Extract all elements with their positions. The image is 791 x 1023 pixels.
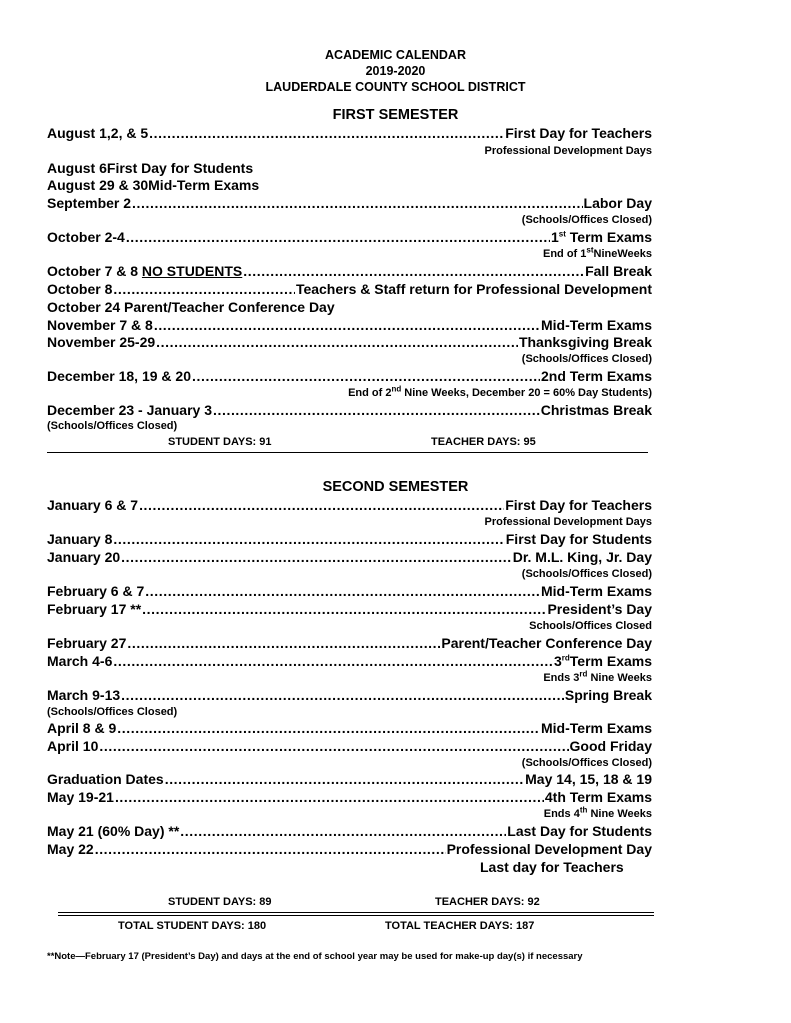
entry-note: (Schools/Offices Closed) bbox=[47, 420, 178, 432]
second-semester-heading: SECOND SEMESTER bbox=[322, 479, 469, 495]
entry-date: September 2 bbox=[47, 195, 132, 211]
footnote: **Note—February 17 (President’s Day) and days at the end of school year may be used for make-up day(s) if necessary bbox=[47, 951, 583, 962]
entry-note: (Schools/Offices Closed) bbox=[521, 214, 652, 226]
entry-event: Thanksgiving Break bbox=[518, 334, 652, 350]
entry-event: Good Friday bbox=[569, 738, 652, 754]
entry-event: Last Day for Students bbox=[507, 823, 652, 839]
entry-date: August 1,2, & 5 bbox=[47, 125, 149, 141]
dot-leader bbox=[121, 687, 564, 704]
entry-note bbox=[542, 245, 652, 261]
dot-leader bbox=[149, 125, 504, 142]
section-divider bbox=[47, 452, 648, 453]
ordinal-suffix: th bbox=[579, 805, 588, 815]
calendar-entry bbox=[47, 771, 652, 788]
entry-note bbox=[543, 669, 652, 685]
dot-leader bbox=[117, 720, 540, 737]
note-text: End of 1 bbox=[542, 248, 587, 260]
calendar-entry bbox=[47, 789, 652, 806]
teacher-days-count: TEACHER DAYS: 95 bbox=[431, 436, 536, 448]
entry-date: November 7 & 8 bbox=[47, 317, 153, 333]
calendar-entry bbox=[47, 823, 652, 840]
dot-leader bbox=[99, 738, 568, 755]
dot-leader bbox=[213, 402, 540, 419]
entry-event: May 14, 15, 18 & 19 bbox=[525, 771, 652, 787]
entry-note: (Schools/Offices Closed) bbox=[521, 568, 652, 580]
entry-event: President’s Day bbox=[547, 601, 652, 617]
entry-event: Professional Development Day bbox=[446, 841, 652, 857]
note-text: Ends 4 bbox=[543, 808, 580, 820]
ordinal-suffix: rd bbox=[561, 653, 570, 663]
ordinal-suffix: st bbox=[586, 245, 594, 255]
entry-date: May 21 (60% Day) ** bbox=[47, 823, 180, 839]
calendar-entry bbox=[47, 402, 652, 419]
section-divider bbox=[58, 915, 654, 916]
entry-event-continued: Last day for Teachers bbox=[480, 859, 624, 875]
dot-leader bbox=[243, 263, 584, 280]
calendar-entry bbox=[47, 549, 652, 566]
entry-note: Professional Development Days bbox=[484, 145, 652, 157]
entry-event: Labor Day bbox=[583, 195, 652, 211]
calendar-entry bbox=[47, 720, 652, 737]
entry-date bbox=[47, 263, 242, 280]
calendar-entry bbox=[47, 653, 652, 670]
entry-date: May 22 bbox=[47, 841, 94, 857]
date-text: October 7 & 8 bbox=[47, 263, 142, 279]
entry-event: Mid-Term Exams bbox=[541, 720, 652, 736]
entry-date: April 10 bbox=[47, 738, 99, 754]
entry-note bbox=[543, 805, 652, 821]
dot-leader bbox=[142, 601, 546, 618]
entry-event: First Day for Teachers bbox=[505, 497, 652, 513]
calendar-entry bbox=[47, 841, 652, 858]
note-text: NineWeeks bbox=[593, 248, 652, 260]
school-year: 2019-2020 bbox=[365, 64, 426, 78]
dot-leader bbox=[121, 549, 512, 566]
teacher-days-count: TEACHER DAYS: 92 bbox=[435, 896, 540, 908]
ordinal-suffix: st bbox=[558, 229, 566, 239]
note-text: Nine Weeks bbox=[587, 808, 652, 820]
calendar-entry bbox=[47, 531, 652, 548]
entry-note: (Schools/Offices Closed) bbox=[521, 757, 652, 769]
entry-event: Teachers & Staff return for Professional Development bbox=[295, 281, 652, 297]
calendar-entry bbox=[47, 334, 652, 351]
dot-leader bbox=[132, 195, 582, 212]
dot-leader bbox=[192, 368, 540, 385]
note-text: Ends 3 bbox=[543, 672, 580, 684]
entry-event: 2nd Term Exams bbox=[540, 368, 652, 384]
entry-date: October 8 bbox=[47, 281, 113, 297]
entry-note: Schools/Offices Closed bbox=[529, 620, 652, 632]
dot-leader bbox=[180, 823, 506, 840]
entry-event: Christmas Break bbox=[540, 402, 652, 418]
dot-leader bbox=[113, 281, 295, 298]
entry-date: March 4-6 bbox=[47, 653, 113, 669]
entry-note: (Schools/Offices Closed) bbox=[47, 706, 178, 718]
entry-note: (Schools/Offices Closed) bbox=[521, 353, 652, 365]
entry-event: Spring Break bbox=[564, 687, 652, 703]
calendar-entry bbox=[47, 263, 652, 280]
entry-event: 4th Term Exams bbox=[544, 789, 652, 805]
entry-event bbox=[551, 229, 652, 246]
calendar-entry: August 6First Day for Students bbox=[47, 160, 254, 176]
calendar-entry: August 29 & 30Mid-Term Exams bbox=[47, 177, 260, 193]
entry-date: October 2-4 bbox=[47, 229, 125, 245]
dot-leader bbox=[113, 531, 504, 548]
entry-note: Professional Development Days bbox=[484, 516, 652, 528]
entry-event: Mid-Term Exams bbox=[541, 317, 652, 333]
total-teacher-days: TOTAL TEACHER DAYS: 187 bbox=[385, 920, 535, 932]
dot-leader bbox=[139, 497, 504, 514]
calendar-entry bbox=[47, 497, 652, 514]
student-days-count: STUDENT DAYS: 91 bbox=[168, 436, 272, 448]
calendar-entry bbox=[47, 601, 652, 618]
entry-event: Fall Break bbox=[585, 263, 652, 279]
student-days-count: STUDENT DAYS: 89 bbox=[168, 896, 272, 908]
entry-date: December 23 - January 3 bbox=[47, 402, 212, 418]
calendar-entry bbox=[47, 635, 652, 652]
calendar-title: ACADEMIC CALENDAR bbox=[325, 48, 466, 62]
entry-event: First Day for Teachers bbox=[505, 125, 652, 141]
event-text: Term Exams bbox=[565, 229, 652, 245]
entry-event: Dr. M.L. King, Jr. Day bbox=[512, 549, 652, 565]
ordinal-number: 1 bbox=[550, 229, 559, 245]
calendar-entry bbox=[47, 583, 652, 600]
no-students-flag: NO STUDENTS bbox=[141, 263, 243, 279]
entry-event: Mid-Term Exams bbox=[541, 583, 652, 599]
entry-date: January 8 bbox=[47, 531, 113, 547]
calendar-entry bbox=[47, 317, 652, 334]
calendar-entry bbox=[47, 738, 652, 755]
dot-leader bbox=[165, 771, 524, 788]
calendar-entry bbox=[47, 368, 652, 385]
ordinal-suffix: nd bbox=[391, 384, 402, 394]
entry-event: First Day for Students bbox=[505, 531, 652, 547]
calendar-entry bbox=[47, 687, 652, 704]
dot-leader bbox=[95, 841, 446, 858]
calendar-entry bbox=[47, 195, 652, 212]
entry-event: Parent/Teacher Conference Day bbox=[441, 635, 652, 651]
dot-leader bbox=[156, 334, 518, 351]
ordinal-number: 3 bbox=[553, 653, 562, 669]
entry-date: January 20 bbox=[47, 549, 121, 565]
entry-note bbox=[348, 384, 652, 400]
entry-date: April 8 & 9 bbox=[47, 720, 117, 736]
dot-leader bbox=[113, 653, 553, 670]
entry-event bbox=[554, 653, 652, 670]
section-divider bbox=[58, 912, 654, 913]
dot-leader bbox=[115, 789, 544, 806]
calendar-entry bbox=[47, 281, 652, 298]
calendar-entry bbox=[47, 229, 652, 246]
calendar-entry: October 24 Parent/Teacher Conference Day bbox=[47, 299, 335, 315]
calendar-entry bbox=[47, 125, 652, 142]
first-semester-heading: FIRST SEMESTER bbox=[332, 107, 459, 123]
entry-date: February 27 bbox=[47, 635, 127, 651]
district-name: LAUDERDALE COUNTY SCHOOL DISTRICT bbox=[265, 80, 526, 94]
entry-date: February 6 & 7 bbox=[47, 583, 145, 599]
dot-leader bbox=[154, 317, 540, 334]
dot-leader bbox=[127, 635, 440, 652]
dot-leader bbox=[126, 229, 550, 246]
entry-date: February 17 ** bbox=[47, 601, 142, 617]
note-text: Nine Weeks, December 20 = 60% Day Students) bbox=[401, 387, 652, 399]
entry-date: November 25-29 bbox=[47, 334, 156, 350]
entry-date: Graduation Dates bbox=[47, 771, 164, 787]
entry-date: March 9-13 bbox=[47, 687, 121, 703]
note-text: Nine Weeks bbox=[587, 672, 652, 684]
dot-leader bbox=[145, 583, 540, 600]
note-text: End of 2 bbox=[348, 387, 392, 399]
ordinal-suffix: rd bbox=[579, 669, 588, 679]
entry-date: December 18, 19 & 20 bbox=[47, 368, 191, 384]
entry-date: January 6 & 7 bbox=[47, 497, 139, 513]
entry-date: May 19-21 bbox=[47, 789, 114, 805]
total-student-days: TOTAL STUDENT DAYS: 180 bbox=[118, 920, 267, 932]
event-text: Term Exams bbox=[569, 653, 652, 669]
